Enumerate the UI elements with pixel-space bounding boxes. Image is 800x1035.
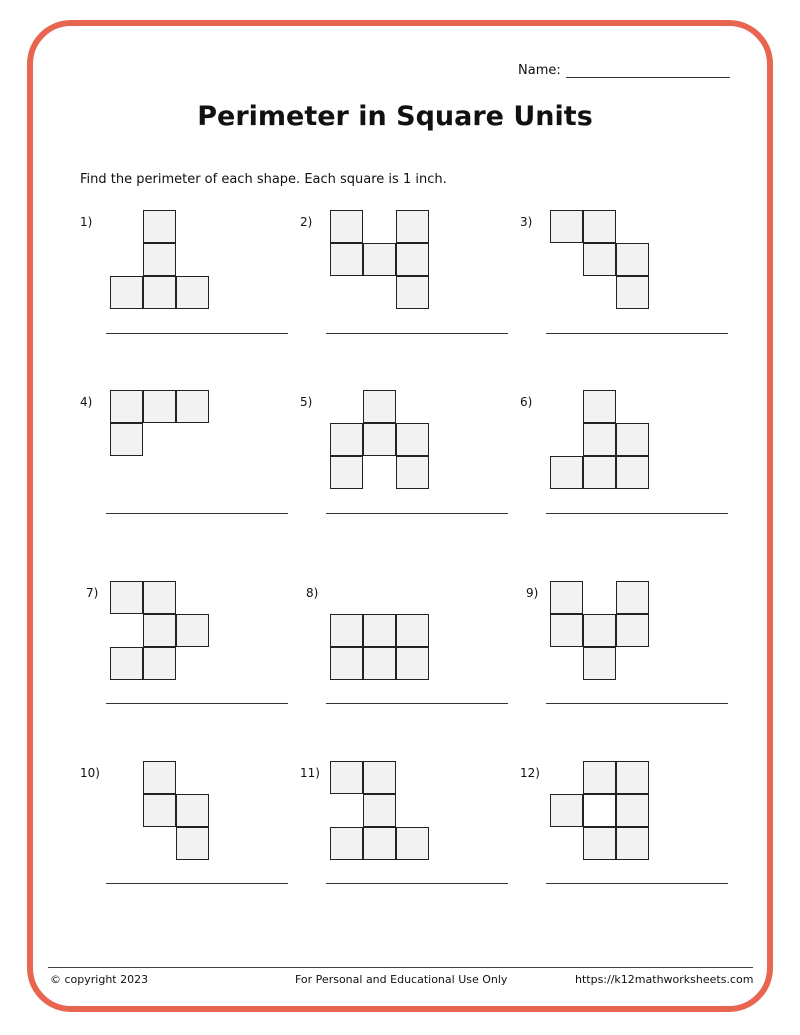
answer-line[interactable] (106, 883, 288, 884)
unit-square (330, 647, 363, 680)
unit-square (550, 456, 583, 489)
unit-square (616, 456, 649, 489)
unit-square (143, 761, 176, 794)
footer-copyright: © copyright 2023 (50, 973, 149, 986)
problem-number: 12) (520, 766, 540, 780)
problem-number: 5) (300, 395, 313, 409)
unit-square (176, 614, 209, 647)
unit-square (363, 794, 396, 827)
unit-square (110, 423, 143, 456)
answer-line[interactable] (106, 703, 288, 704)
unit-square (616, 243, 649, 276)
problem-number: 7) (86, 586, 99, 600)
unit-square (396, 243, 429, 276)
unit-square (143, 614, 176, 647)
problem-number: 9) (526, 586, 539, 600)
unit-square (396, 276, 429, 309)
unit-square (363, 614, 396, 647)
unit-square (583, 243, 616, 276)
unit-square (110, 647, 143, 680)
unit-square (363, 390, 396, 423)
problem-number: 2) (300, 215, 313, 229)
unit-square (143, 276, 176, 309)
unit-square (110, 581, 143, 614)
unit-square (176, 390, 209, 423)
unit-square (583, 647, 616, 680)
unit-square (143, 210, 176, 243)
unit-square (330, 827, 363, 860)
unit-square (583, 390, 616, 423)
unit-square (143, 794, 176, 827)
unit-square (143, 390, 176, 423)
unit-square (550, 210, 583, 243)
unit-square (176, 794, 209, 827)
footer-divider (48, 967, 753, 968)
unit-square (396, 647, 429, 680)
unit-square (330, 456, 363, 489)
problem-number: 4) (80, 395, 93, 409)
unit-square (616, 761, 649, 794)
unit-square (330, 761, 363, 794)
unit-square (143, 581, 176, 614)
page-border (27, 20, 773, 1012)
unit-square (583, 456, 616, 489)
unit-square (616, 794, 649, 827)
problem-number: 8) (306, 586, 319, 600)
answer-line[interactable] (326, 513, 508, 514)
unit-square (143, 647, 176, 680)
unit-square (110, 390, 143, 423)
unit-square (396, 210, 429, 243)
answer-line[interactable] (546, 333, 728, 334)
unit-square (330, 614, 363, 647)
unit-square (616, 423, 649, 456)
problem-number: 11) (300, 766, 320, 780)
problem-number: 1) (80, 215, 93, 229)
hole-square (583, 794, 616, 827)
unit-square (616, 276, 649, 309)
answer-line[interactable] (326, 333, 508, 334)
answer-line[interactable] (546, 513, 728, 514)
problem-number: 10) (80, 766, 100, 780)
answer-line[interactable] (326, 883, 508, 884)
unit-square (616, 614, 649, 647)
unit-square (583, 827, 616, 860)
unit-square (550, 614, 583, 647)
unit-square (363, 761, 396, 794)
unit-square (396, 456, 429, 489)
unit-square (583, 210, 616, 243)
answer-line[interactable] (106, 333, 288, 334)
unit-square (363, 827, 396, 860)
unit-square (583, 423, 616, 456)
unit-square (330, 210, 363, 243)
unit-square (396, 827, 429, 860)
problem-number: 3) (520, 215, 533, 229)
unit-square (550, 581, 583, 614)
footer-notice: For Personal and Educational Use Only (295, 973, 508, 986)
unit-square (550, 794, 583, 827)
unit-square (363, 647, 396, 680)
unit-square (363, 243, 396, 276)
answer-line[interactable] (546, 883, 728, 884)
instructions: Find the perimeter of each shape. Each square is 1 inch. (80, 172, 447, 187)
unit-square (110, 276, 143, 309)
unit-square (143, 243, 176, 276)
unit-square (396, 423, 429, 456)
unit-square (176, 827, 209, 860)
name-label: Name: (518, 63, 561, 78)
answer-line[interactable] (326, 703, 508, 704)
unit-square (616, 827, 649, 860)
answer-line[interactable] (106, 513, 288, 514)
unit-square (363, 423, 396, 456)
unit-square (176, 276, 209, 309)
unit-square (330, 243, 363, 276)
problem-number: 6) (520, 395, 533, 409)
unit-square (583, 614, 616, 647)
unit-square (616, 581, 649, 614)
page-title: Perimeter in Square Units (197, 101, 593, 132)
name-field[interactable] (566, 77, 730, 78)
footer-url[interactable]: https://k12mathworksheets.com (575, 973, 754, 986)
answer-line[interactable] (546, 703, 728, 704)
unit-square (396, 614, 429, 647)
unit-square (330, 423, 363, 456)
unit-square (583, 761, 616, 794)
